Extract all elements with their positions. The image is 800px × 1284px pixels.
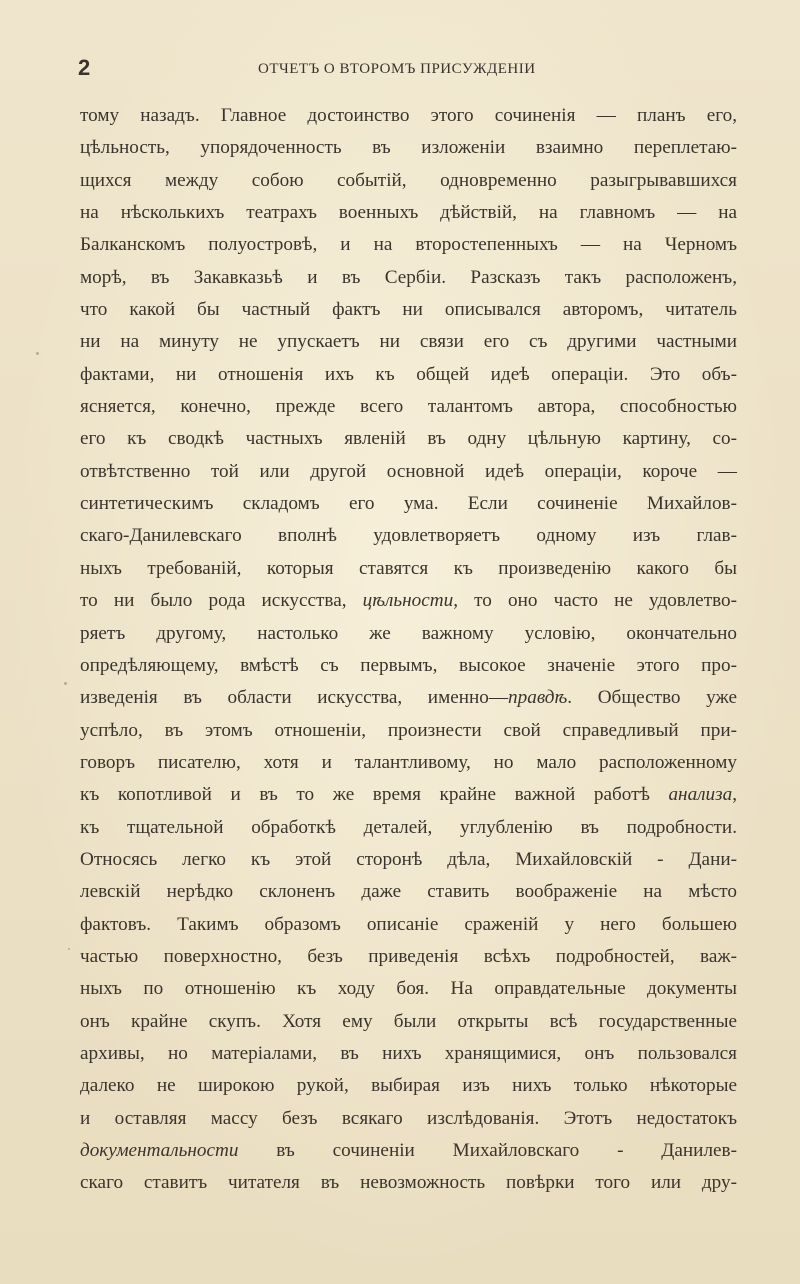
text-line: фактами, ни отношенія ихъ къ общей идеѣ операціи. Это объ-: [80, 363, 737, 385]
text-line: изведенія въ области искусства, именно—правдѣ. Общество уже: [80, 687, 737, 709]
page-number: 2: [78, 55, 91, 80]
text-line: тому назадъ. Главное достоинство этого сочиненія — планъ его,: [80, 105, 737, 126]
text-line: частью поверхностно, безъ приведенія всѣхъ подробностей, важ-: [80, 945, 737, 967]
text-line: архивы, но матеріалами, въ нихъ хранящимися, онъ пользовался: [80, 1042, 737, 1064]
text-line: синтетическимъ складомъ его ума. Если сочиненіе Михайлов-: [80, 493, 737, 515]
text-line: щихся между собою событій, одновременно разыгрывавшихся: [80, 169, 737, 191]
text-line: скаго ставитъ читателя въ невозможность повѣрки того или дру-: [80, 1172, 737, 1194]
text-line: онъ крайне скупъ. Хотя ему были открыты всѣ государственные: [80, 1010, 737, 1032]
text-line: Балканскомъ полуостровѣ, и на второстепенныхъ — на Черномъ: [80, 234, 737, 256]
text-line: документальности въ сочиненіи Михайловскаго - Данилев-: [80, 1140, 737, 1161]
text-line: и оставляя массу безъ всякаго изслѣдованія. Этотъ недостатокъ: [80, 1107, 737, 1129]
text-line: левскій нерѣдко склоненъ даже ставить воображеніе на мѣсто: [80, 881, 737, 903]
text-line: ни на минуту не упускаетъ ни связи его съ другими частными: [80, 331, 737, 353]
text-line: къ копотливой и въ то же время крайне важной работѣ анализа,: [80, 784, 737, 806]
text-line: что какой бы частный фактъ ни описывался авторомъ, читатель: [80, 299, 737, 321]
text-line: ясняется, конечно, прежде всего талантомъ автора, способностью: [80, 396, 737, 418]
text-line: далеко не широкою рукой, выбирая изъ нихъ только нѣкоторые: [80, 1075, 737, 1097]
paper-speck: [36, 352, 39, 355]
text-line: то ни было рода искусства, цѣльности, то оно часто не удовлетво-: [80, 590, 737, 612]
text-line: ряетъ другому, настолько же важному условію, окончательно: [80, 622, 737, 644]
text-line: ныхъ по отношенію къ ходу боя. На оправдательные документы: [80, 978, 737, 1000]
text-line: Относясь легко къ этой сторонѣ дѣла, Михайловскій - Дани-: [80, 848, 737, 870]
body-text: [80, 100, 737, 1200]
paper-speck: [64, 682, 67, 685]
text-line: ныхъ требованій, которыя ставятся къ произведенію какого бы: [80, 557, 737, 579]
emphasis: документальности: [80, 1140, 239, 1161]
text-line: на нѣсколькихъ театрахъ военныхъ дѣйствій, на главномъ — на: [80, 202, 737, 224]
text-line: опредѣляющему, вмѣстѣ съ первымъ, высокое значеніе этого про-: [80, 654, 737, 676]
text-line: успѣло, въ этомъ отношеніи, произнести свой справедливый при-: [80, 719, 737, 741]
running-title: ОТЧЕТЪ О ВТОРОМЪ ПРИСУЖДЕНІИ: [258, 61, 536, 77]
text-line: его къ сводкѣ частныхъ явленій въ одну цѣльную картину, со-: [80, 428, 737, 450]
page-header: [78, 55, 738, 84]
text-line: морѣ, въ Закавказьѣ и въ Сербіи. Разсказъ такъ расположенъ,: [80, 266, 737, 288]
emphasis: цѣльности: [362, 590, 454, 612]
text-line: цѣльность, упорядоченность въ изложеніи взаимно переплетаю-: [80, 137, 737, 159]
text-line: фактовъ. Такимъ образомъ описаніе сраженій у него большею: [80, 913, 737, 935]
text-line: къ тщательной обработкѣ деталей, углубленію въ подробности.: [80, 816, 737, 838]
emphasis: анализа: [668, 784, 733, 806]
text-line: отвѣтственно той или другой основной идеѣ операціи, короче —: [80, 460, 737, 482]
emphasis: правдѣ: [508, 687, 568, 709]
text-line: говоръ писателю, хотя и талантливому, но мало расположенному: [80, 751, 737, 773]
text-line: скаго-Данилевскаго вполнѣ удовлетворяетъ одному изъ глав-: [80, 525, 737, 547]
paper-speck: [68, 948, 70, 950]
